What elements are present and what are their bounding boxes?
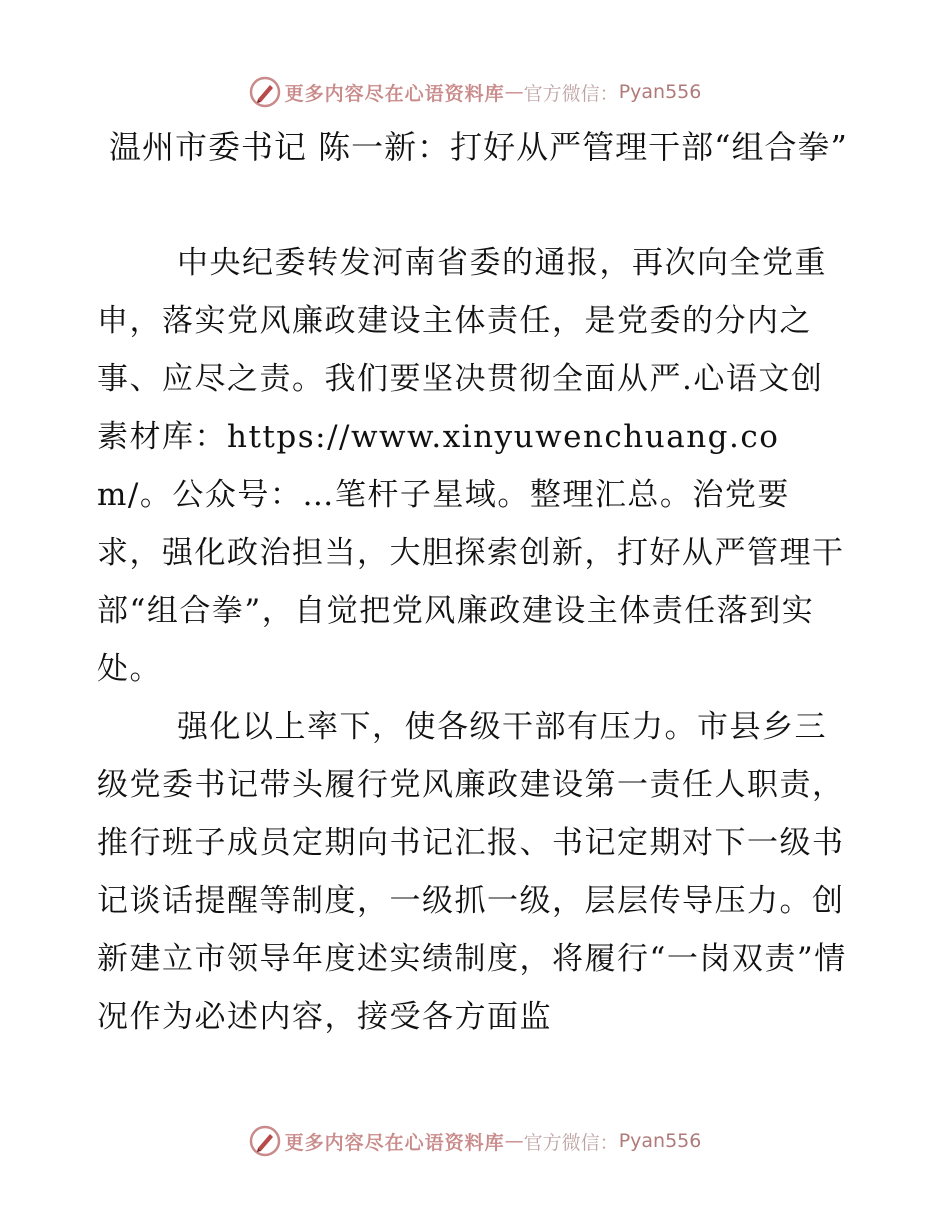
article-body xyxy=(97,118,857,1046)
header-watermark xyxy=(0,72,950,112)
watermark-separator: — xyxy=(504,1130,524,1152)
watermark-separator: — xyxy=(504,81,524,103)
title-gap xyxy=(97,176,857,234)
pen-logo-icon xyxy=(249,76,281,108)
article-title: 温州市委书记 陈一新：打好从严管理干部“组合拳” xyxy=(109,128,848,166)
article-paragraph-1: 中央纪委转发河南省委的通报，再次向全党重申，落实党风廉政建设主体责任，是党委的分内之事、应尽之责。我们要坚决贯彻全面从严.心语文创素材库：https://www.xinyuwenchuang.com/。公众号：…笔杆子星域。整理汇总。治党要求，强化政治担当，大胆探索创新，打好从严管理干部“组合拳”，自觉把党风廉政建设主体责任落到实处。 xyxy=(97,245,845,687)
pen-logo-icon xyxy=(249,1125,281,1157)
watermark-wechat-label: 官方微信： xyxy=(523,82,619,105)
watermark-wechat-label: 官方微信： xyxy=(523,1131,619,1154)
watermark-wechat-id: Pyan556 xyxy=(618,81,702,103)
watermark-main-text: 更多内容尽在心语资料库 xyxy=(284,1131,505,1154)
watermark-main-text: 更多内容尽在心语资料库 xyxy=(284,82,505,105)
article-paragraph-2: 强化以上率下，使各级干部有压力。市县乡三级党委书记带头履行党风廉政建设第一责任人职责，推行班子成员定期向书记汇报、书记定期对下一级书记谈话提醒等制度，一级抓一级，层层传导压力。创新建立市领导年度述实绩制度，将履行“一岗双责”情况作为必述内容，接受各方面监 xyxy=(97,709,847,1035)
watermark-wechat-id: Pyan556 xyxy=(618,1130,702,1152)
footer-watermark xyxy=(0,1121,950,1161)
